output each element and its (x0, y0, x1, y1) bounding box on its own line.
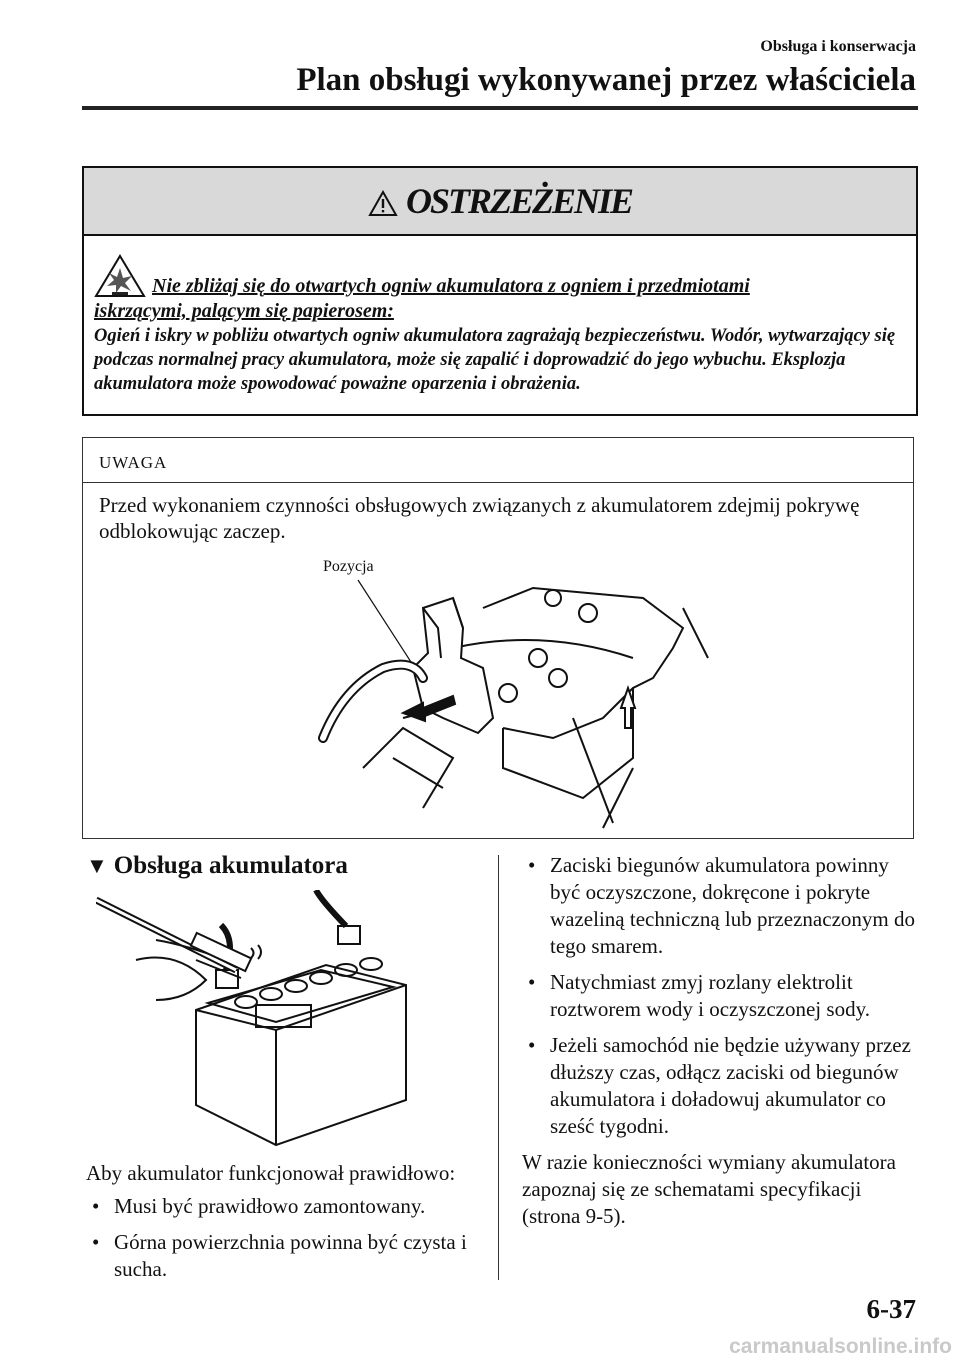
battery-cover-illustration (303, 568, 713, 833)
explosion-hazard-icon (94, 254, 146, 298)
column-divider (498, 855, 499, 1280)
warning-subtitle-line1: Nie zbliżaj się do otwartych ogniw akumulatora z ogniem i przedmiotami (152, 275, 750, 297)
list-item-text: Górna powierzchnia powinna być czysta i sucha. (114, 1230, 467, 1281)
section-heading (86, 852, 348, 880)
notice-header (83, 438, 913, 483)
list-item (86, 1229, 486, 1283)
notice-label: UWAGA (99, 453, 168, 472)
warning-triangle-icon (368, 190, 398, 217)
bullet: • (528, 1033, 536, 1057)
bullet: • (92, 1230, 100, 1254)
warning-text: Ogień i iskry w pobliżu otwartych ogniw akumulatora zagrażają bezpieczeństwu. Wodór, wytwarzający się podczas normalnej pracy akumulatora, może się zapalić i doprowadzić do jego wybuchu. Eksplozja akumulatora może spowodować poważne oparzenia i obrażenia. (94, 326, 896, 394)
notice-text: Przed wykonaniem czynności obsługowych związanych z akumulatorem zdejmij pokrywę odblokowując zaczep. (99, 493, 860, 543)
list-item (86, 1193, 486, 1220)
heading-marker-icon: ▼ (86, 853, 108, 878)
left-column (86, 1160, 486, 1292)
list-item (522, 1032, 922, 1140)
intro-text: Aby akumulator funkcjonował prawidłowo: (86, 1161, 456, 1185)
notice-box (82, 437, 914, 839)
closing-text: W razie konieczności wymiany akumulatora zapoznaj się ze schematami specyfikacji (strona 9-5). (522, 1150, 896, 1228)
warning-header (84, 168, 916, 236)
list-item (522, 852, 922, 960)
warning-box (82, 166, 918, 416)
section-label: Obsługa i konserwacja (760, 38, 916, 55)
list-item-text: Zaciski biegunów akumulatora powinny być oczyszczone, dokręcone i pokryte wazeliną techniczną lub przeznaczonym do tego smarem. (550, 853, 915, 958)
bullet: • (92, 1194, 100, 1218)
figure-caption: Pozycja (323, 558, 374, 575)
warning-subtitle-line2: iskrzącymi, palącym się papierosem: (94, 300, 394, 322)
list-item (522, 969, 922, 1023)
bullet: • (528, 853, 536, 877)
page-number: 6-37 (866, 1294, 916, 1324)
warning-subtitle (94, 254, 902, 324)
list-item-text: Jeżeli samochód nie będzie używany przez dłuższy czas, odłącz zaciski od biegunów akumulatora i doładowuj akumulator co sześć tygodni. (550, 1033, 911, 1138)
warning-title: OSTRZEŻENIE (405, 181, 633, 221)
header-divider (82, 106, 918, 110)
list-item-text: Natychmiast zmyj rozlany elektrolit roztworem wody i oczyszczonej sody. (550, 970, 870, 1021)
battery-cleaning-illustration (96, 890, 416, 1150)
section-heading-text: Obsługa akumulatora (113, 852, 348, 879)
right-column (522, 852, 922, 1230)
watermark: carmanualsonline.info (729, 1335, 952, 1358)
bullet: • (528, 970, 536, 994)
page-title: Plan obsługi wykonywanej przez właściciela (296, 62, 916, 98)
warning-title-row (84, 180, 916, 222)
list-item-text: Musi być prawidłowo zamontowany. (114, 1194, 426, 1218)
warning-body (94, 254, 902, 396)
